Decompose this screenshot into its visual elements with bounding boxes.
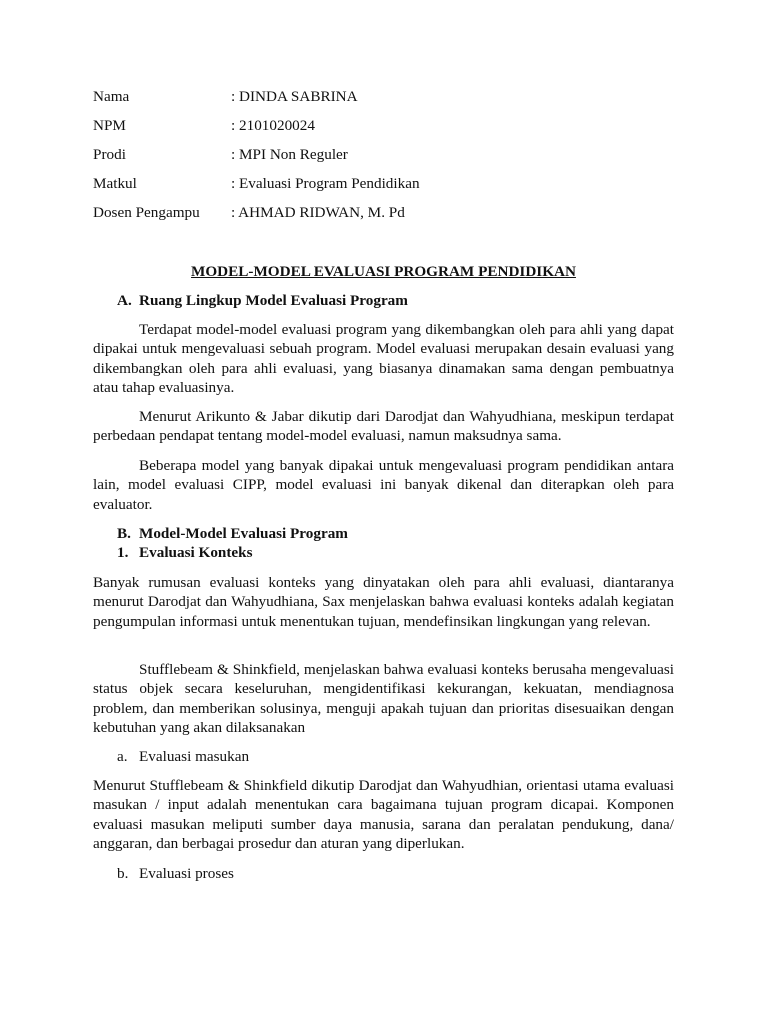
section-a-mark: A. — [117, 292, 132, 309]
paragraph: Terdapat model-model evaluasi program yang dikembangkan oleh para ahli yang dapat dipakai untuk mengevaluasi sebuah program. Model evaluasi merupakan desain evaluasi yang dikembangkan oleh para ahli evaluasi, yang biasanya dinamakan sama dengan pembuatnya atau tahap evaluasinya. — [93, 321, 674, 397]
section-b-title: Model-Model Evaluasi Program — [139, 525, 348, 542]
item-1-title: Evaluasi Konteks — [139, 544, 253, 561]
info-value: : MPI Non Reguler — [231, 146, 348, 163]
info-label: Matkul — [93, 175, 137, 192]
info-value: : AHMAD RIDWAN, M. Pd — [231, 204, 405, 221]
sub-a-heading — [117, 747, 677, 766]
sub-b-title: Evaluasi proses — [139, 865, 234, 882]
info-value: : DINDA SABRINA — [231, 88, 358, 105]
sub-a-title: Evaluasi masukan — [139, 748, 250, 765]
section-a-heading — [117, 291, 677, 310]
section-b-mark: B. — [117, 525, 131, 542]
paragraph: Menurut Stufflebeam & Shinkfield dikutip Darodjat dan Wahyudhian, orientasi utama evaluasi masukan / input adalah menentukan cara bagaimana tujuan program dicapai. Komponen evaluasi masukan meliputi sumber daya manusia, sarana dan peralatan pendukung, dana/ anggaran, dan berbagai prosedur dan aturan yang diperlukan. — [93, 777, 674, 853]
section-b-heading — [117, 524, 677, 543]
info-label: Dosen Pengampu — [93, 204, 200, 221]
item-1-heading — [117, 543, 677, 562]
info-label: NPM — [93, 117, 126, 134]
section-a-title: Ruang Lingkup Model Evaluasi Program — [139, 292, 408, 309]
info-row-matkul — [93, 174, 653, 194]
item-1-mark: 1. — [117, 544, 129, 561]
paragraph: Menurut Arikunto & Jabar dikutip dari Darodjat dan Wahyudhiana, meskipun terdapat perbedaan pendapat tentang model-model evaluasi, namun maksudnya sama. — [93, 408, 674, 445]
info-row-nama — [93, 87, 653, 107]
info-label: Nama — [93, 88, 130, 105]
paragraph: Banyak rumusan evaluasi konteks yang dinyatakan oleh para ahli evaluasi, diantaranya menurut Darodjat dan Wahyudhiana, Sax menjelaskan bahwa evaluasi konteks adalah kegiatan pengumpulan informasi untuk menentukan tujuan, mendefinsikan lingkungan yang relevan. — [93, 574, 674, 630]
info-label: Prodi — [93, 146, 126, 163]
info-value: : 2101020024 — [231, 117, 315, 134]
info-row-dosen — [93, 203, 653, 223]
info-row-prodi — [93, 145, 653, 165]
document-title: MODEL-MODEL EVALUASI PROGRAM PENDIDIKAN — [191, 263, 576, 280]
paragraph: Beberapa model yang banyak dipakai untuk mengevaluasi program pendidikan antara lain, model evaluasi CIPP, model evaluasi ini banyak dikenal dan diterapkan oleh para evaluator. — [93, 457, 674, 513]
info-value: : Evaluasi Program Pendidikan — [231, 175, 420, 192]
paragraph: Stufflebeam & Shinkfield, menjelaskan bahwa evaluasi konteks berusaha mengevaluasi status objek secara keseluruhan, mengidentifikasi kekurangan, kekuatan, mendiagnosa problem, dan memberikan solusinya, menguji apakah tujuan dan prioritas disesuaikan dengan kebutuhan yang akan dilaksanakan — [93, 661, 674, 737]
sub-b-heading — [117, 864, 677, 883]
sub-a-mark: a. — [117, 748, 128, 765]
info-row-npm — [93, 116, 653, 136]
sub-b-mark: b. — [117, 865, 129, 882]
